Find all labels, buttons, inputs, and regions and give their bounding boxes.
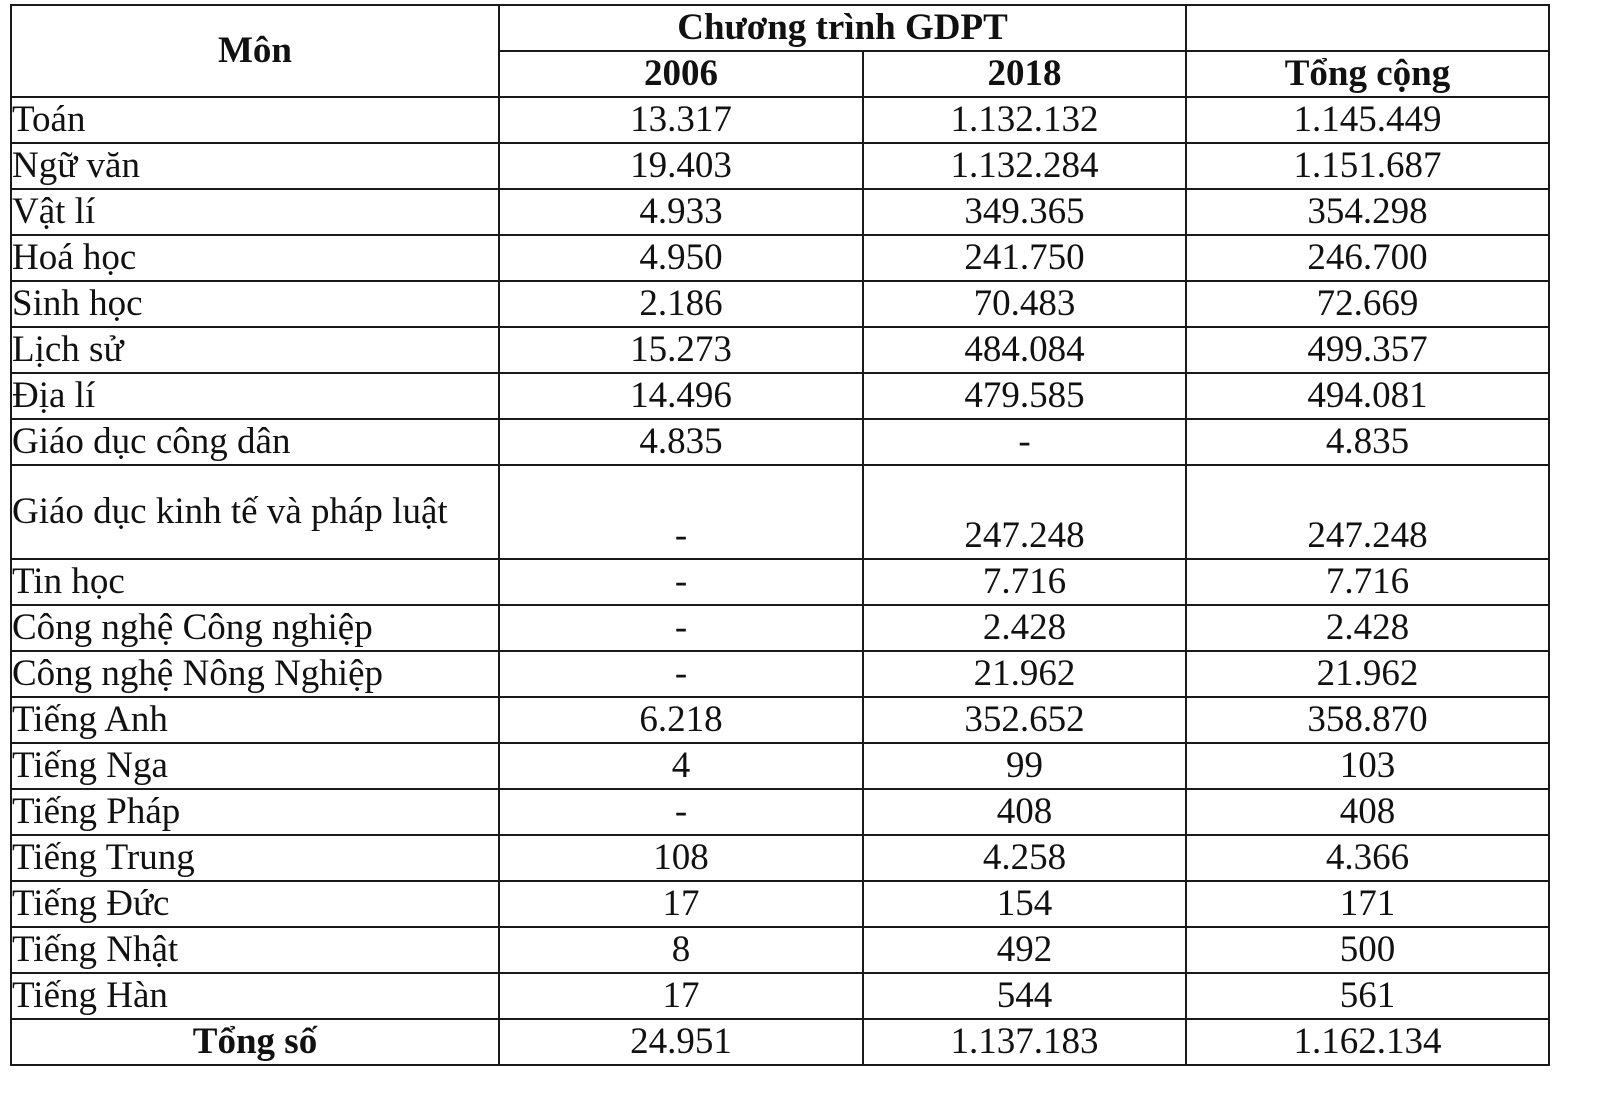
table-row bbox=[11, 559, 1549, 605]
value-2018-cell: 70.483 bbox=[863, 281, 1186, 327]
value-2018-cell: 479.585 bbox=[863, 373, 1186, 419]
value-2006-cell: - bbox=[499, 465, 863, 559]
table-row bbox=[11, 189, 1549, 235]
table-row bbox=[11, 143, 1549, 189]
value-2006-cell: 4.835 bbox=[499, 419, 863, 465]
header-subject: Môn bbox=[11, 5, 499, 97]
value-2018-cell: 1.132.132 bbox=[863, 97, 1186, 143]
value-total-cell: 358.870 bbox=[1186, 697, 1549, 743]
value-total-cell: 561 bbox=[1186, 973, 1549, 1019]
table-row bbox=[11, 789, 1549, 835]
table-row bbox=[11, 419, 1549, 465]
subject-cell: Giáo dục công dân bbox=[11, 419, 499, 465]
subject-cell: Vật lí bbox=[11, 189, 499, 235]
value-total-cell: 21.962 bbox=[1186, 651, 1549, 697]
value-2006-cell: 19.403 bbox=[499, 143, 863, 189]
value-total-cell: 171 bbox=[1186, 881, 1549, 927]
header-2018: 2018 bbox=[863, 51, 1186, 97]
subject-cell: Tiếng Nga bbox=[11, 743, 499, 789]
total-label: Tổng số bbox=[11, 1019, 499, 1065]
value-2018-cell: 1.132.284 bbox=[863, 143, 1186, 189]
value-total-cell: 354.298 bbox=[1186, 189, 1549, 235]
total-2006: 24.951 bbox=[499, 1019, 863, 1065]
table-row bbox=[11, 651, 1549, 697]
subject-cell: Lịch sử bbox=[11, 327, 499, 373]
value-2006-cell: 17 bbox=[499, 973, 863, 1019]
value-2018-cell: 544 bbox=[863, 973, 1186, 1019]
value-2018-cell: 21.962 bbox=[863, 651, 1186, 697]
value-total-cell: 246.700 bbox=[1186, 235, 1549, 281]
value-2006-cell: 17 bbox=[499, 881, 863, 927]
subject-cell: Sinh học bbox=[11, 281, 499, 327]
table-row bbox=[11, 465, 1549, 559]
table-footer bbox=[11, 1019, 1549, 1065]
subject-cell: Giáo dục kinh tế và pháp luật bbox=[11, 465, 499, 559]
value-total-cell: 103 bbox=[1186, 743, 1549, 789]
value-2018-cell: 241.750 bbox=[863, 235, 1186, 281]
subject-cell: Công nghệ Công nghiệp bbox=[11, 605, 499, 651]
value-2006-cell: - bbox=[499, 789, 863, 835]
header-row-1 bbox=[11, 5, 1549, 51]
value-total-cell: 247.248 bbox=[1186, 465, 1549, 559]
value-total-cell: 4.835 bbox=[1186, 419, 1549, 465]
header-2006: 2006 bbox=[499, 51, 863, 97]
value-2018-cell: 352.652 bbox=[863, 697, 1186, 743]
subject-cell: Tiếng Pháp bbox=[11, 789, 499, 835]
value-total-cell: 2.428 bbox=[1186, 605, 1549, 651]
subject-cell: Công nghệ Nông Nghiệp bbox=[11, 651, 499, 697]
value-2018-cell: - bbox=[863, 419, 1186, 465]
value-total-cell: 1.151.687 bbox=[1186, 143, 1549, 189]
value-2006-cell: 4 bbox=[499, 743, 863, 789]
value-total-cell: 1.145.449 bbox=[1186, 97, 1549, 143]
value-2006-cell: 6.218 bbox=[499, 697, 863, 743]
table-row bbox=[11, 927, 1549, 973]
value-total-cell: 500 bbox=[1186, 927, 1549, 973]
value-total-cell: 494.081 bbox=[1186, 373, 1549, 419]
value-2018-cell: 247.248 bbox=[863, 465, 1186, 559]
total-all: 1.162.134 bbox=[1186, 1019, 1549, 1065]
table-row bbox=[11, 327, 1549, 373]
subject-cell: Ngữ văn bbox=[11, 143, 499, 189]
table-row bbox=[11, 743, 1549, 789]
subject-cell: Tiếng Trung bbox=[11, 835, 499, 881]
table-row bbox=[11, 835, 1549, 881]
table-row bbox=[11, 235, 1549, 281]
value-total-cell: 72.669 bbox=[1186, 281, 1549, 327]
value-total-cell: 4.366 bbox=[1186, 835, 1549, 881]
table-header bbox=[11, 5, 1549, 97]
value-2006-cell: 108 bbox=[499, 835, 863, 881]
value-2018-cell: 99 bbox=[863, 743, 1186, 789]
table-row bbox=[11, 881, 1549, 927]
subject-cell: Tiếng Đức bbox=[11, 881, 499, 927]
subject-cell: Tiếng Hàn bbox=[11, 973, 499, 1019]
value-2018-cell: 7.716 bbox=[863, 559, 1186, 605]
subject-cell: Địa lí bbox=[11, 373, 499, 419]
value-2006-cell: - bbox=[499, 605, 863, 651]
subject-cell: Tiếng Nhật bbox=[11, 927, 499, 973]
value-2006-cell: 2.186 bbox=[499, 281, 863, 327]
subject-cell: Tiếng Anh bbox=[11, 697, 499, 743]
subject-cell: Toán bbox=[11, 97, 499, 143]
value-total-cell: 408 bbox=[1186, 789, 1549, 835]
value-2006-cell: 4.950 bbox=[499, 235, 863, 281]
value-2018-cell: 4.258 bbox=[863, 835, 1186, 881]
value-2006-cell: - bbox=[499, 651, 863, 697]
value-total-cell: 7.716 bbox=[1186, 559, 1549, 605]
value-2006-cell: 4.933 bbox=[499, 189, 863, 235]
header-empty-cell bbox=[1186, 5, 1549, 51]
header-program-group: Chương trình GDPT bbox=[499, 5, 1186, 51]
value-2018-cell: 349.365 bbox=[863, 189, 1186, 235]
candidates-by-subject-table bbox=[10, 4, 1550, 1066]
value-2018-cell: 484.084 bbox=[863, 327, 1186, 373]
table-row bbox=[11, 973, 1549, 1019]
value-2006-cell: 14.496 bbox=[499, 373, 863, 419]
table-row bbox=[11, 97, 1549, 143]
value-2018-cell: 2.428 bbox=[863, 605, 1186, 651]
value-total-cell: 499.357 bbox=[1186, 327, 1549, 373]
table-row bbox=[11, 281, 1549, 327]
table-body bbox=[11, 97, 1549, 1019]
subject-cell: Tin học bbox=[11, 559, 499, 605]
value-2018-cell: 492 bbox=[863, 927, 1186, 973]
total-2018: 1.137.183 bbox=[863, 1019, 1186, 1065]
value-2018-cell: 408 bbox=[863, 789, 1186, 835]
value-2018-cell: 154 bbox=[863, 881, 1186, 927]
value-2006-cell: 8 bbox=[499, 927, 863, 973]
value-2006-cell: - bbox=[499, 559, 863, 605]
table-row bbox=[11, 605, 1549, 651]
value-2006-cell: 13.317 bbox=[499, 97, 863, 143]
subject-cell: Hoá học bbox=[11, 235, 499, 281]
table-row bbox=[11, 697, 1549, 743]
table-row bbox=[11, 373, 1549, 419]
header-total: Tổng cộng bbox=[1186, 51, 1549, 97]
total-row bbox=[11, 1019, 1549, 1065]
value-2006-cell: 15.273 bbox=[499, 327, 863, 373]
